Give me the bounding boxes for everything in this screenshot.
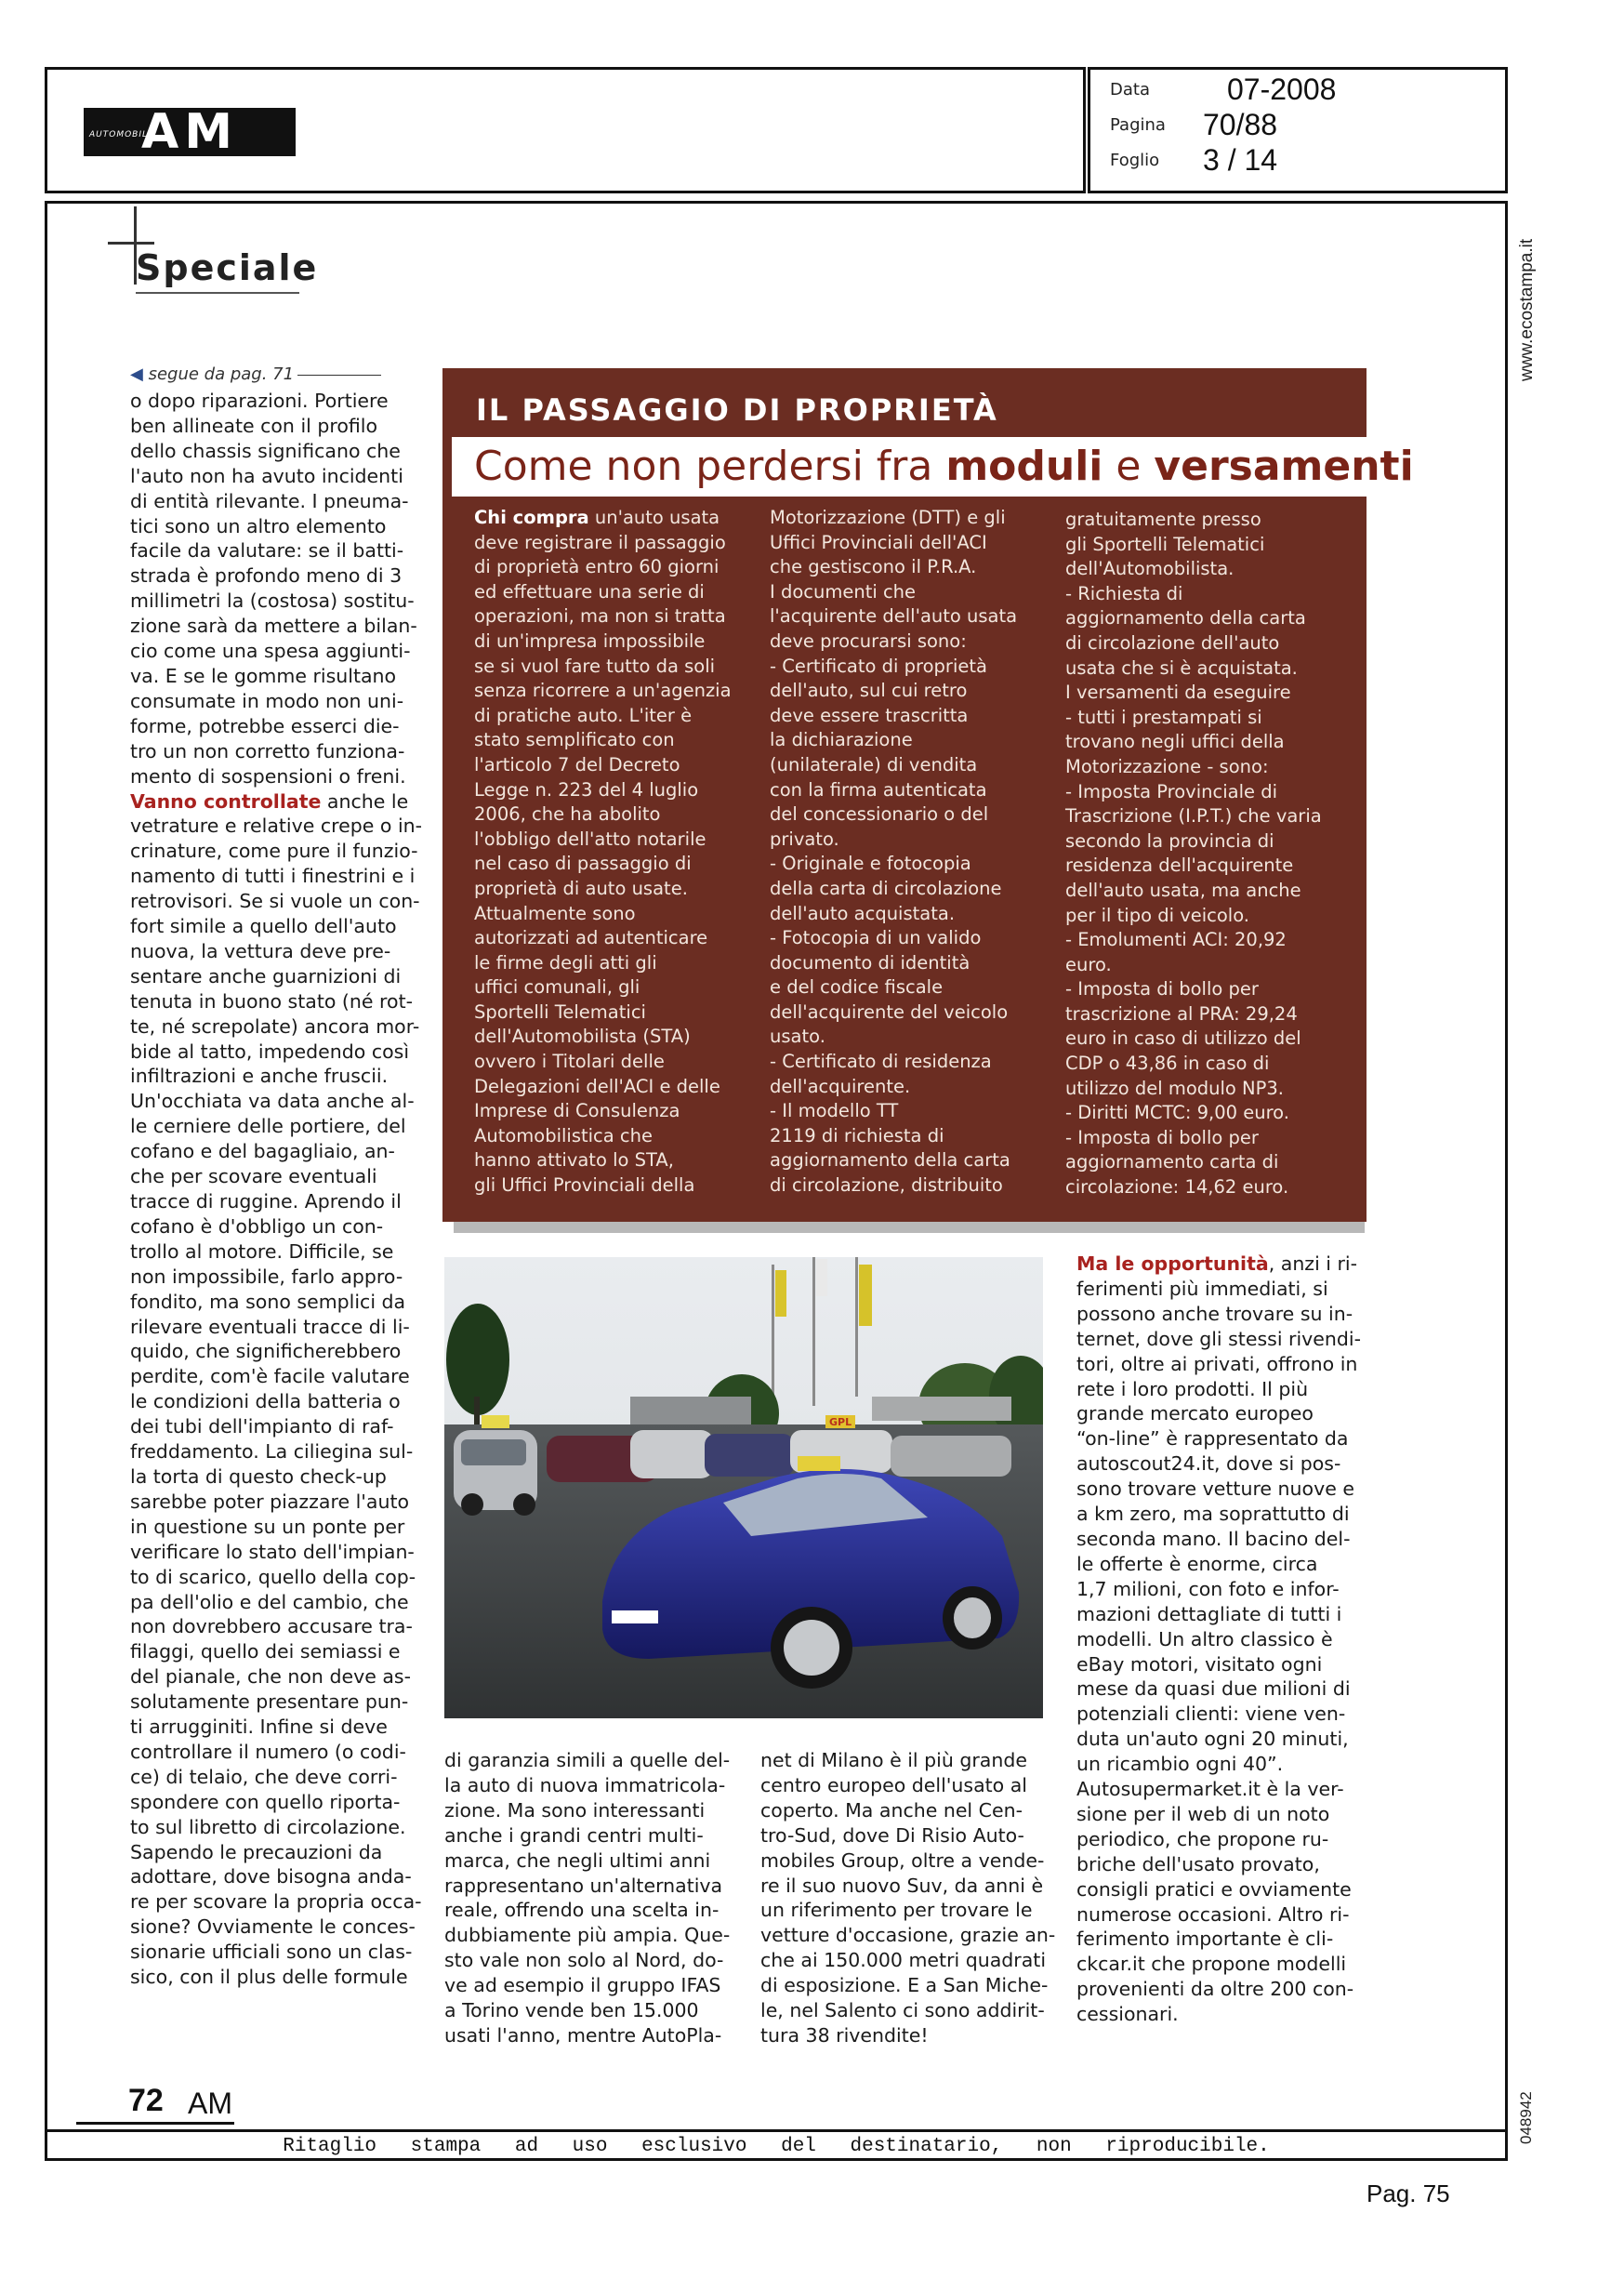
- article-line: tici sono un altro elemento: [130, 514, 387, 537]
- box-line: utilizzo del modulo NP3.: [1065, 1077, 1285, 1099]
- article-line: o dopo riparazioni. Portiere: [130, 390, 389, 412]
- article-line: re per scovare la propria occa-: [130, 1890, 422, 1914]
- article-line: verificare lo stato dell'impian-: [130, 1540, 415, 1563]
- article-line: dello chassis significano che: [130, 439, 401, 462]
- box-line: nel caso di passaggio di: [474, 853, 692, 875]
- article-line: sico, con il plus delle formule: [130, 1966, 408, 1989]
- box-line: dell'auto, sul cui retro: [770, 680, 968, 702]
- box-line: gratuitamente presso: [1065, 509, 1261, 530]
- box-line: aggiornamento della carta: [1065, 607, 1306, 629]
- side-url-text: www.ecostampa.it: [1517, 238, 1537, 381]
- box-line: per il tipo di veicolo.: [1065, 904, 1249, 926]
- meta-value-pagina: 70/88: [1203, 108, 1278, 141]
- article-line: ti arrugginiti. Infine si deve: [130, 1716, 388, 1739]
- box-line: Motorizzazione (DTT) e gli: [770, 507, 1006, 528]
- article-line: quido, che significherebbero: [130, 1340, 402, 1363]
- box-line: Motorizzazione - sono:: [1065, 755, 1269, 777]
- article-line: la auto di nuova immatricola-: [444, 1773, 726, 1796]
- box-line: euro.: [1065, 953, 1112, 975]
- box-line: gli Uffici Provinciali della: [474, 1174, 695, 1197]
- box-line: - Imposta di bollo per: [1065, 1126, 1259, 1148]
- meta-label-data: Data: [1110, 80, 1150, 99]
- article-line: perdite, com'è facile valutare: [130, 1365, 410, 1388]
- box-line: ed effettuare una serie di: [474, 580, 705, 603]
- article-line: fondito, ma sono semplici da: [130, 1290, 406, 1313]
- article-line: del pianale, che non deve as-: [130, 1665, 411, 1689]
- article-line: duta un'auto ogni 20 minuti,: [1076, 1728, 1349, 1751]
- article-line: controllare il numero (o codi-: [130, 1740, 406, 1763]
- article-line: Autosupermarket.it è la ver-: [1076, 1778, 1344, 1801]
- box-line: - Imposta Provinciale di: [1065, 780, 1277, 802]
- article-line: sione? Ovviamente le conces-: [130, 1915, 416, 1939]
- page-number: 72: [128, 2083, 164, 2118]
- article-line: va. E se le gomme risultano: [130, 664, 397, 687]
- article-line: consumate in modo non uni-: [130, 689, 404, 712]
- box-line: che gestiscono il P.R.A.: [770, 556, 977, 578]
- box-line: 2006, che ha abolito: [474, 803, 661, 826]
- article-highlight: Vanno controllate anche le: [130, 789, 409, 813]
- footer-rule: [76, 2122, 234, 2125]
- box-line: euro in caso di utilizzo del: [1065, 1027, 1301, 1050]
- article-line: zione. Ma sono interessanti: [444, 1798, 706, 1822]
- article-line: sto vale non solo al Nord, do-: [444, 1949, 724, 1972]
- article-line: tura 38 rivendite!: [760, 2023, 929, 2047]
- article-line: facile da valutare: se il batti-: [130, 539, 404, 563]
- meta-value-foglio: 3 / 14: [1203, 143, 1278, 177]
- box-line: la dichiarazione: [770, 729, 913, 751]
- article-line: strada è profondo meno di 3: [130, 564, 403, 588]
- box-line: - Il modello TT: [770, 1100, 899, 1122]
- article-line: l'auto non ha avuto incidenti: [130, 464, 403, 487]
- box-subtitle: Come non perdersi fra moduli e versamenti: [474, 443, 1414, 490]
- article-line: Sapendo le precauzioni da: [130, 1840, 383, 1863]
- article-line: anche i grandi centri multi-: [444, 1823, 704, 1847]
- article-line: namento di tutti i finestrini e i: [130, 865, 416, 888]
- side-code: [1512, 2074, 1549, 2148]
- article-line: infiltrazioni e anche fruscii.: [130, 1065, 389, 1088]
- bottom-column-2: [760, 1748, 1055, 2048]
- article-line: freddamento. La ciliegina sul-: [130, 1440, 414, 1464]
- article-line: net di Milano è il più grande: [760, 1749, 1027, 1771]
- box-line: Trascrizione (I.P.T.) che varia: [1065, 805, 1322, 828]
- article-line: ternet, dove gli stessi rivendi-: [1076, 1327, 1361, 1350]
- article-line: tracce di ruggine. Aprendo il: [130, 1190, 402, 1212]
- box-line: - Richiesta di: [1065, 582, 1183, 604]
- box-line: trovano negli uffici della: [1065, 731, 1285, 753]
- article-line: ve ad esempio il gruppo IFAS: [444, 1974, 721, 1997]
- article-line: le offerte è enorme, circa: [1076, 1552, 1318, 1575]
- box-line: residenza dell'acquirente: [1065, 855, 1294, 877]
- article-line: reale, offrendo una scelta in-: [444, 1899, 720, 1922]
- article-line: 1,7 milioni, con foto e infor-: [1076, 1577, 1340, 1600]
- box-line: dell'acquirente del veicolo: [770, 1000, 1009, 1023]
- article-line: retrovisori. Se si vuole un con-: [130, 890, 420, 913]
- gpl-sign: GPL: [829, 1416, 852, 1428]
- section-label: Speciale: [136, 247, 319, 288]
- article-line: rappresentano un'alternativa: [444, 1874, 723, 1897]
- box-line: - Originale e fotocopia: [770, 853, 971, 875]
- box-line: deve essere trascritta: [770, 704, 969, 726]
- article-line: coperto. Ma anche nel Cen-: [760, 1798, 1023, 1822]
- article-line: spondere con quello riporta-: [130, 1790, 401, 1813]
- side-code-text: 048942: [1517, 2091, 1535, 2144]
- article-line: millimetri la (costosa) sostitu-: [130, 590, 415, 613]
- article-line: cofano è d'obbligo un con-: [130, 1214, 384, 1238]
- article-line: eBay motori, visitato ogni: [1076, 1652, 1323, 1676]
- box-line: - Imposta di bollo per: [1065, 978, 1259, 1000]
- article-line: le condizioni della batteria o: [130, 1390, 401, 1413]
- article-line: che ai 150.000 metri quadrati: [760, 1949, 1047, 1972]
- article-line: autoscout24.it, dove si pos-: [1076, 1452, 1341, 1476]
- box-column-1: [474, 506, 732, 1199]
- article-line: non dovrebbero accusare tra-: [130, 1615, 413, 1638]
- article-line: marca, che negli ultimi anni: [444, 1848, 711, 1872]
- article-line: mobiles Group, oltre a vende-: [760, 1848, 1045, 1872]
- box-line: ovvero i Titolari delle: [474, 1051, 665, 1073]
- box-line: usato.: [770, 1026, 825, 1048]
- box-line: aggiornamento della carta: [770, 1149, 1010, 1172]
- box-line: - Certificato di residenza: [770, 1051, 992, 1073]
- article-line: forme, potrebbe esserci die-: [130, 714, 400, 737]
- article-line: “on-line” è rappresentato da: [1076, 1427, 1349, 1451]
- article-line: periodico, che propone ru-: [1076, 1827, 1329, 1850]
- meta-value-data: 07-2008: [1227, 73, 1337, 106]
- bottom-column-1: [444, 1748, 730, 2048]
- box-line: dell'auto usata, ma anche: [1065, 879, 1301, 901]
- article-line: provenienti da oltre 200 con-: [1076, 1978, 1354, 2001]
- article-highlight: Ma le opportunità, anzi i ri-: [1076, 1252, 1358, 1275]
- article-line: mese da quasi due milioni di: [1076, 1677, 1351, 1701]
- article-line: sono trovare vetture nuove e: [1076, 1477, 1354, 1501]
- article-line: tenuta in buono stato (né rot-: [130, 989, 414, 1013]
- magazine-logo: AM: [84, 108, 296, 156]
- box-line: CDP o 43,86 in caso di: [1065, 1053, 1270, 1075]
- section-rule: [136, 292, 299, 294]
- box-line: (unilaterale) di vendita: [770, 753, 978, 775]
- article-line: filaggi, quello dei semiassi e: [130, 1640, 401, 1663]
- article-line: modelli. Un altro classico è: [1076, 1627, 1333, 1650]
- box-line: 2119 di richiesta di: [770, 1124, 944, 1146]
- article-line: briche dell'usato provato,: [1076, 1852, 1320, 1875]
- box-line: usata che si è acquistata.: [1065, 656, 1298, 679]
- article-line: sione per il web di un noto: [1076, 1802, 1330, 1825]
- article-line: numerose occasioni. Altro ri-: [1076, 1902, 1350, 1926]
- box-column-3: [1065, 508, 1322, 1200]
- box-line: di circolazione, distribuito: [770, 1174, 1003, 1197]
- box-line: - Emolumenti ACI: 20,92: [1065, 929, 1287, 951]
- box-line: Delegazioni dell'ACI e delle: [474, 1075, 720, 1097]
- section-marker-horizontal: [108, 242, 154, 245]
- article-line: cessionari.: [1076, 2003, 1179, 2026]
- article-line: ce) di telaio, che deve corri-: [130, 1765, 398, 1788]
- box-line: circolazione: 14,62 euro.: [1065, 1176, 1289, 1199]
- box-line: dell'acquirente.: [770, 1075, 911, 1097]
- article-line: di esposizione. E a San Miche-: [760, 1974, 1049, 1997]
- article-line: possono anche trovare su in-: [1076, 1302, 1353, 1325]
- meta-label-foglio: Foglio: [1110, 151, 1160, 170]
- article-line: ferimenti più immediati, si: [1076, 1277, 1328, 1300]
- box-line: privato.: [770, 828, 839, 850]
- box-line: uffici comunali, gli: [474, 976, 640, 999]
- article-line: adottare, dove bisogna anda-: [130, 1865, 412, 1888]
- article-line: rilevare eventuali tracce di li-: [130, 1315, 410, 1338]
- article-line: fort simile a quello dell'auto: [130, 915, 397, 938]
- article-line: dubbiamente più ampia. Que-: [444, 1924, 731, 1947]
- box-line: proprietà di auto usate.: [474, 877, 688, 899]
- pdf-page-label: Pag. 75: [1367, 2180, 1450, 2207]
- box-line: - Fotocopia di un valido: [770, 927, 982, 949]
- article-line: sentare anche guarnizioni di: [130, 964, 402, 987]
- article-line: solutamente presentare pun-: [130, 1690, 409, 1714]
- box-line: gli Sportelli Telematici: [1065, 533, 1265, 555]
- article-line: vetture d'occasione, grazie an-: [760, 1924, 1056, 1947]
- box-line: dell'Automobilista (STA): [474, 1026, 691, 1048]
- box-line: Sportelli Telematici: [474, 1000, 646, 1023]
- article-line: sarebbe poter piazzare l'auto: [130, 1490, 410, 1513]
- box-line: deve procurarsi sono:: [770, 629, 967, 652]
- box-title: IL PASSAGGIO DI PROPRIETÀ: [476, 392, 998, 428]
- article-line: mento di sospensioni o freni.: [130, 764, 406, 788]
- continued-from-text: segue da pag. 71: [148, 364, 295, 384]
- article-line: pa dell'olio e del cambio, che: [130, 1590, 409, 1613]
- article-line: to di scarico, quello della cop-: [130, 1565, 416, 1588]
- box-line: I documenti che: [770, 580, 917, 603]
- article-line: consigli pratici e ovviamente: [1076, 1877, 1352, 1901]
- box-line: senza ricorrere a un'agenzia: [474, 680, 732, 702]
- box-line: documento di identità: [770, 951, 970, 974]
- article-line: nuova, la vettura deve pre-: [130, 939, 391, 962]
- article-line: ben allineate con il profilo: [130, 414, 378, 437]
- article-line: grande mercato europeo: [1076, 1402, 1314, 1425]
- box-line: l'acquirente dell'auto usata: [770, 605, 1018, 628]
- box-line: con la firma autenticata: [770, 778, 987, 801]
- box-line: deve registrare il passaggio: [474, 531, 726, 553]
- article-line: mazioni dettagliate di tutti i: [1076, 1602, 1342, 1625]
- article-line: tro-Sud, dove Di Risio Auto-: [760, 1823, 1024, 1847]
- box-line: trascrizione al PRA: 29,24: [1065, 1002, 1298, 1025]
- box-line: di pratiche auto. L'iter è: [474, 704, 693, 726]
- box-line: Uffici Provinciali dell'ACI: [770, 531, 987, 553]
- box-line: Attualmente sono: [474, 902, 636, 924]
- article-line: la torta di questo check-up: [130, 1464, 387, 1488]
- article-line: rete i loro prodotti. Il più: [1076, 1377, 1309, 1400]
- article-line: ferimento importante è cli-: [1076, 1928, 1334, 1951]
- box-line: e del codice fiscale: [770, 976, 944, 999]
- car-lot-photo: [444, 1257, 1043, 1718]
- box-column-2: [770, 506, 1017, 1199]
- box-line: l'articolo 7 del Decreto: [474, 753, 680, 775]
- box-line: Automobilistica che: [474, 1124, 654, 1146]
- box-line: le firme degli atti gli: [474, 951, 657, 974]
- meta-label-pagina: Pagina: [1110, 115, 1166, 135]
- article-line: in questione su un ponte per: [130, 1515, 405, 1538]
- article-line: usati l'anno, mentre AutoPla-: [444, 2023, 722, 2047]
- box-line: dell'Automobilista.: [1065, 558, 1235, 580]
- box-line: hanno attivato lo STA,: [474, 1149, 674, 1172]
- article-line: tori, oltre ai privati, offrono in: [1076, 1352, 1358, 1375]
- article-line: cio come una spesa aggiunti-: [130, 640, 411, 663]
- box-line: dell'auto acquistata.: [770, 902, 956, 924]
- box-line: Legge n. 223 del 4 luglio: [474, 778, 699, 801]
- box-line: secondo la provincia di: [1065, 829, 1274, 852]
- article-line: di garanzia simili a quelle del-: [444, 1749, 731, 1771]
- article-line: to sul libretto di circolazione.: [130, 1815, 406, 1838]
- article-line: trollo al motore. Difficile, se: [130, 1239, 394, 1263]
- article-line: sionarie ufficiali sono un clas-: [130, 1941, 413, 1964]
- box-line: operazioni, ma non si tratta: [474, 605, 726, 628]
- article-line: non impossibile, farlo appro-: [130, 1265, 403, 1288]
- box-lead: Chi compra un'auto usata: [474, 507, 720, 528]
- box-line: - tutti i prestampati si: [1065, 706, 1262, 728]
- right-column: [1076, 1252, 1361, 2027]
- article-line: Un'occhiata va data anche al-: [130, 1090, 415, 1113]
- box-line: di un'impresa impossibile: [474, 629, 706, 652]
- article-line: a km zero, ma soprattutto di: [1076, 1503, 1350, 1526]
- article-line: che per scovare eventuali: [130, 1165, 377, 1188]
- article-line: seconda mano. Il bacino del-: [1076, 1527, 1351, 1550]
- box-line: aggiornamento carta di: [1065, 1151, 1279, 1173]
- article-line: vetrature e relative crepe o in-: [130, 815, 423, 838]
- continued-from: [130, 364, 381, 384]
- box-line: - Certificato di proprietà: [770, 655, 987, 677]
- article-line: a Torino vende ben 15.000: [444, 1999, 699, 2022]
- article-line: te, né screpolate) ancora mor-: [130, 1014, 420, 1038]
- box-line: del concessionario o del: [770, 803, 989, 826]
- logo-subtitle: AUTOMOBILE: [89, 130, 154, 139]
- article-line: le cerniere delle portiere, del: [130, 1115, 406, 1138]
- article-line: bide al tatto, impedendo così: [130, 1040, 410, 1063]
- article-line: potenziali clienti: viene ven-: [1076, 1703, 1346, 1726]
- article-line: di entità rilevante. I pneuma-: [130, 489, 409, 512]
- article-line: re il suo nuovo Suv, da anni è: [760, 1874, 1044, 1897]
- article-line: tro un non corretto funziona-: [130, 739, 405, 762]
- article-line: dei tubi dell'impianto di raf-: [130, 1415, 394, 1438]
- side-url: [1512, 205, 1549, 391]
- box-line: della carta di circolazione: [770, 877, 1002, 899]
- article-line: le, nel Salento ci sono addirit-: [760, 1999, 1045, 2022]
- article-line: centro europeo dell'usato al: [760, 1773, 1027, 1796]
- article-line: un ricambio ogni 40”.: [1076, 1753, 1284, 1776]
- box-line: se si vuol fare tutto da soli: [474, 655, 716, 677]
- footer-magazine: AM: [188, 2087, 232, 2120]
- article-line: ckcar.it che propone modelli: [1076, 1953, 1347, 1976]
- article-line: crinature, come pure il funzio-: [130, 840, 418, 863]
- left-column: [130, 389, 423, 1990]
- article-line: zione sarà da mettere a bilan-: [130, 615, 417, 638]
- box-line: di circolazione dell'auto: [1065, 631, 1280, 654]
- box-line: stato semplificato con: [474, 729, 675, 751]
- box-line: I versamenti da eseguire: [1065, 682, 1291, 704]
- box-line: autorizzati ad autenticare: [474, 927, 708, 949]
- box-line: - Diritti MCTC: 9,00 euro.: [1065, 1102, 1289, 1124]
- article-line: un riferimento per trovare le: [760, 1899, 1033, 1922]
- disclaimer: Ritaglio stampa ad uso esclusivo del destinatario, non riproducibile.: [45, 2129, 1508, 2161]
- box-line: di proprietà entro 60 giorni: [474, 556, 720, 578]
- triangle-left-icon: ◀: [130, 364, 143, 384]
- article-line: cofano e del bagagliaio, an-: [130, 1140, 395, 1163]
- box-line: l'obbligo dell'atto notarile: [474, 828, 706, 850]
- box-line: Imprese di Consulenza: [474, 1100, 680, 1122]
